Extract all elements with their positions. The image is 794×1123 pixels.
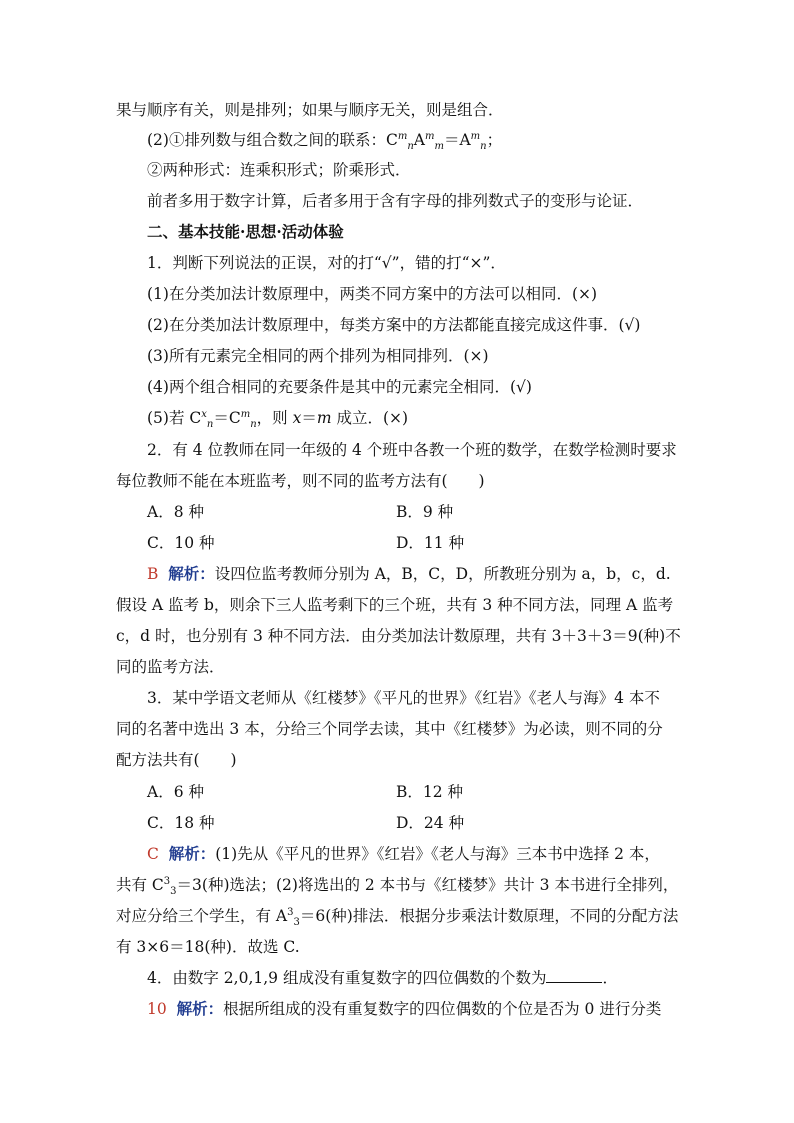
q3-explanation-line-3: 对应分给三个学生，有 $A^3_3=6$(种)排法．根据分步乘法计数原理，不同的分配方法 (116, 906, 679, 929)
q3-explanation-line-4: 有 3×6＝18(种)．故选 C. (116, 938, 300, 956)
question-1: 1．判断下列说法的正误，对的打“√”，错的打“×”． (147, 254, 506, 272)
q1-item-3: (3)所有元素完全相同的两个排列为相同排列．(×) (147, 347, 489, 365)
q4-explanation-line-1: 10 解析：根据所组成的没有重复数字的四位偶数的个位是否为 0 进行分类 (147, 999, 662, 1018)
question-3-line-2: 同的名著中选出 3 本，分给三个同学去读，其中《红楼梦》为必读，则不同的分 (116, 720, 663, 738)
q2-answer: B (147, 565, 159, 583)
q2-option-a: A．8 种 (147, 503, 204, 521)
math-A: $A^m_m$ (413, 130, 444, 153)
section-heading: 二、基本技能·思想·活动体验 (147, 222, 344, 241)
q3-option-d: D．24 种 (396, 814, 465, 832)
text-span: (2)①排列数与组合数之间的联系： (147, 131, 386, 149)
q3-option-c: C．18 种 (147, 814, 215, 832)
question-3-line-1: 3．某中学语文老师从《红楼梦》《平凡的世界》《红岩》《老人与海》4 本不 (147, 689, 660, 707)
q2-option-b: B．9 种 (396, 503, 454, 521)
question-2-line-2: 每位教师不能在本班监考，则不同的监考方法有( ) (116, 472, 485, 490)
question-2-line-1: 2．有 4 位教师在同一年级的 4 个班中各教一个班的数学，在数学检测时要求 (147, 441, 677, 459)
math-C: $C^m_n$ (385, 130, 414, 153)
q4-answer: 10 (147, 1000, 167, 1018)
q1-item-1: (1)在分类加法计数原理中，两类不同方案中的方法可以相同．(×) (147, 285, 598, 303)
q3-explanation-line-1: C 解析：(1)先从《平凡的世界》《红岩》《老人与海》三本书中选择 2 本， (147, 844, 660, 863)
q3-option-a: A．6 种 (147, 783, 204, 801)
text-line: ②两种形式：连乘积形式；阶乘形式． (147, 161, 411, 179)
math-A2: $A^m_n$ (459, 130, 487, 153)
q2-explanation-line-1: B 解析：设四位监考教师分别为 A，B，C，D，所教班分别为 a，b，c，d. (147, 564, 671, 583)
question-3-line-3: 配方法共有( ) (116, 751, 237, 769)
text-line: 果与顺序有关，则是排列；如果与顺序无关，则是组合． (116, 101, 504, 119)
q2-explanation-line-4: 同的监考方法． (116, 658, 225, 676)
q3-answer: C (147, 845, 159, 863)
q3-option-b: B．12 种 (396, 783, 464, 801)
q1-item-5: (5)若 $C^x_n=C^m_n$，则 x＝m 成立．(×) (147, 408, 409, 431)
text-line: 前者多用于数字计算，后者多用于含有字母的排列数式子的变形与论证． (147, 192, 644, 210)
formula-line: (2)①排列数与组合数之间的联系：$C^m_nA^m_m=A^m_n$； (147, 130, 503, 153)
q3-explanation-line-2: 共有 $C^3_3=3$(种)选法；(2)将选出的 2 本书与《红楼梦》共计 3 本书进行全排列， (116, 875, 679, 898)
answer-blank (546, 968, 602, 983)
q2-option-c: C．10 种 (147, 534, 215, 552)
q1-item-2: (2)在分类加法计数原理中，每类方案中的方法都能直接完成这件事．(√) (147, 316, 641, 334)
question-4: 4．由数字 2,0,1,9 组成没有重复数字的四位偶数的个数为 ． (147, 969, 618, 987)
q1-item-4: (4)两个组合相同的充要条件是其中的元素完全相同．(√) (147, 378, 532, 396)
q2-option-d: D．11 种 (396, 534, 465, 552)
q2-explanation-line-2: 假设 A 监考 b，则余下三人监考剩下的三个班，共有 3 种不同方法，同理 A 监考 (116, 596, 674, 614)
q2-explanation-line-3: c，d 时，也分别有 3 种不同方法．由分类加法计数原理，共有 3＋3＋3＝9(种)不 (116, 627, 681, 645)
